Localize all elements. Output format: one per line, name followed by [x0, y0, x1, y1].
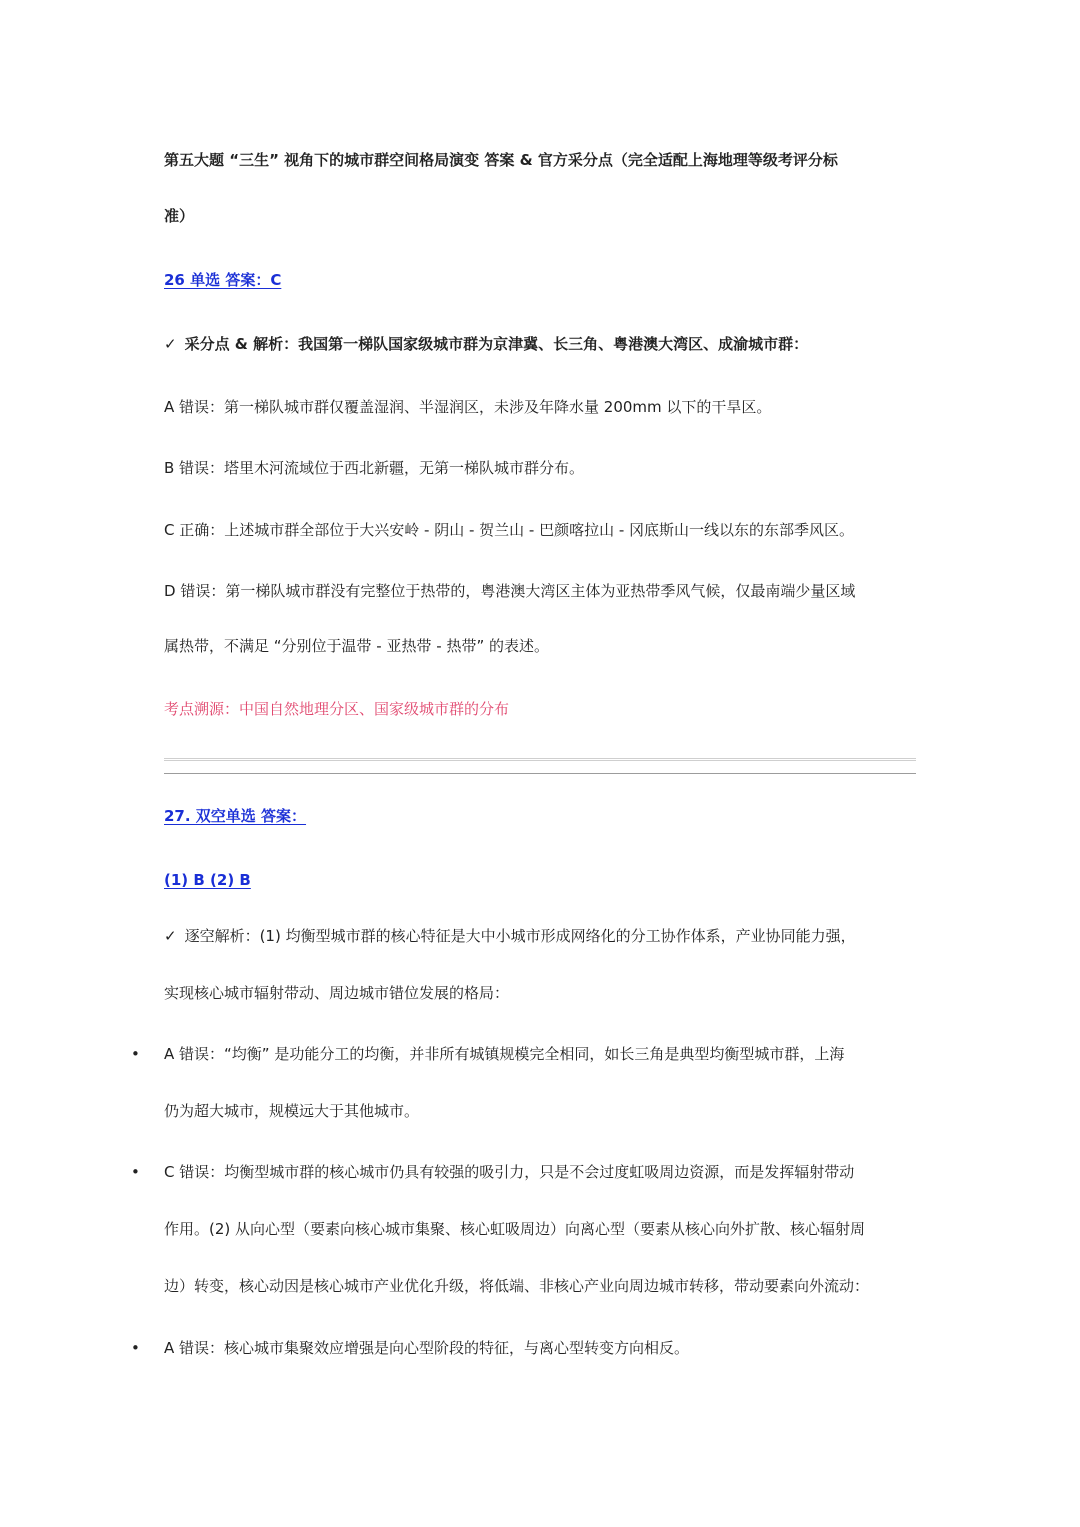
bullet-icon: •: [131, 1339, 140, 1357]
checkmark-icon: ✓: [164, 335, 177, 353]
q26-option-d-line-2: 属热带，不满足 “分别位于温带 - 亚热带 - 热带” 的表述。: [164, 637, 549, 655]
q26-source-note: 考点溯源：中国自然地理分区、国家级城市群的分布: [164, 700, 510, 718]
q27-answer-heading[interactable]: 27. 双空单选 答案：: [164, 807, 307, 825]
page-title-line-1: 第五大题 “三生” 视角下的城市群空间格局演变 答案 & 官方采分点（完全适配上海地理等级考评分标: [164, 151, 838, 169]
q26-analysis-text: 采分点 & 解析：我国第一梯队国家级城市群为京津冀、长三角、粤港澳大湾区、成渝城市群：: [184, 335, 809, 353]
section-divider-double: [164, 758, 916, 764]
list-item-line: A 错误：“均衡” 是功能分工的均衡，并非所有城镇规模完全相同，如长三角是典型均衡型城市群，上海: [164, 1045, 845, 1063]
q27-analysis-line-1: [164, 926, 856, 946]
bullet-icon: •: [131, 1163, 140, 1181]
bullet-icon: •: [131, 1045, 140, 1063]
section-divider: [164, 773, 916, 774]
q27-analysis-text: 逐空解析：(1) 均衡型城市群的核心特征是大中小城市形成网络化的分工协作体系，产业协同能力强，: [184, 927, 856, 945]
page-title-line-2: 准）: [164, 207, 195, 225]
q27-analysis-line-2: 实现核心城市辐射带动、周边城市错位发展的格局：: [164, 984, 510, 1002]
q26-answer-heading[interactable]: 26 单选 答案：C: [164, 271, 282, 289]
list-item-line: 仍为超大城市，规模远大于其他城市。: [164, 1102, 420, 1120]
q27-answers[interactable]: (1) B (2) B: [164, 871, 251, 889]
list-item-line: A 错误：核心城市集聚效应增强是向心型阶段的特征，与离心型转变方向相反。: [164, 1339, 690, 1357]
q26-option-d-line-1: D 错误：第一梯队城市群没有完整位于热带的，粤港澳大湾区主体为亚热带季风气候，仅最南端少量区域: [164, 582, 856, 600]
q26-option-a: A 错误：第一梯队城市群仅覆盖湿润、半湿润区，未涉及年降水量 200mm 以下的干旱区。: [164, 398, 772, 416]
list-item-line: C 错误：均衡型城市群的核心城市仍具有较强的吸引力，只是不会过度虹吸周边资源，而是发挥辐射带动: [164, 1163, 855, 1181]
list-item-line: 边）转变，核心动因是核心城市产业优化升级，将低端、非核心产业向周边城市转移，带动要素向外流动：: [164, 1277, 870, 1295]
q26-option-b: B 错误：塔里木河流域位于西北新疆，无第一梯队城市群分布。: [164, 459, 585, 477]
checkmark-icon: ✓: [164, 927, 177, 945]
q26-option-c: C 正确：上述城市群全部位于大兴安岭 - 阴山 - 贺兰山 - 巴颜喀拉山 - 冈底斯山一线以东的东部季风区。: [164, 521, 855, 539]
list-item-line: 作用。(2) 从向心型（要素向核心城市集聚、核心虹吸周边）向离心型（要素从核心向外扩散、核心辐射周: [164, 1220, 866, 1238]
q26-analysis: [164, 334, 808, 354]
